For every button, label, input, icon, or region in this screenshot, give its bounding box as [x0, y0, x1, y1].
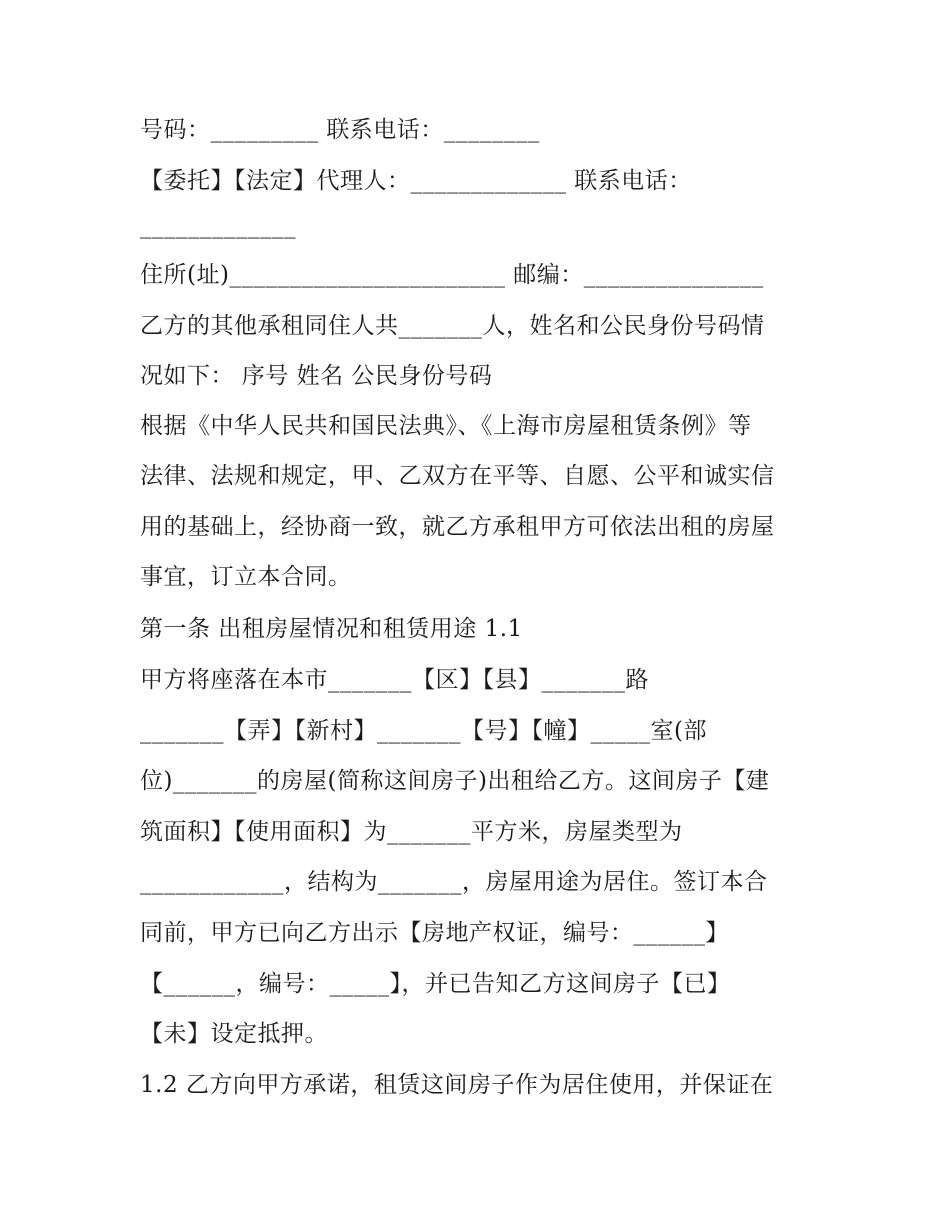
- text-line: 甲方将座落在本市_______【区】【县】_______路: [140, 667, 649, 693]
- text-line: 【委托】【法定】代理人：_____________ 联系电话：: [140, 168, 692, 194]
- text-line: ____________，结构为_______，房屋用途为居住。签订本合: [140, 869, 768, 895]
- text-line: 【未】设定抵押。: [140, 1021, 328, 1047]
- section-heading: 第一条 出租房屋情况和租赁用途 1.1: [140, 616, 523, 642]
- text-line: 法律、法规和规定，甲、乙双方在平等、自愿、公平和诚实信: [140, 463, 775, 489]
- text-line: 况如下： 序号 姓名 公民身份号码: [140, 363, 493, 389]
- text-line: _____________: [140, 213, 296, 239]
- text-line: 用的基础上，经协商一致，就乙方承租甲方可依法出租的房屋: [140, 514, 775, 540]
- text-line: 位)_______的房屋(简称这间房子)出租给乙方。这间房子【建: [140, 768, 770, 794]
- text-line: 事宜，订立本合同。: [140, 564, 352, 590]
- text-line: 住所(址)_______________________ 邮编：_______________: [140, 262, 764, 288]
- text-line: _______【弄】【新村】_______【号】【幢】_____室(部: [140, 718, 707, 744]
- text-line: 筑面积】【使用面积】为_______平方米，房屋类型为: [140, 819, 683, 845]
- text-line: 1.2 乙方向甲方承诺，租赁这间房子作为居住使用，并保证在: [140, 1072, 774, 1098]
- text-line: 号码：_________ 联系电话：________: [140, 117, 540, 143]
- text-line: 乙方的其他承租同住人共_______人，姓名和公民身份号码情: [140, 313, 765, 339]
- text-line: 根据《中华人民共和国民法典》、《上海市房屋租赁条例》等: [140, 413, 752, 439]
- text-line: 【______，编号：_____】，并已告知乙方这间房子【已】: [140, 971, 731, 997]
- text-line: 同前，甲方已向乙方出示【房地产权证，编号：______】: [140, 920, 729, 946]
